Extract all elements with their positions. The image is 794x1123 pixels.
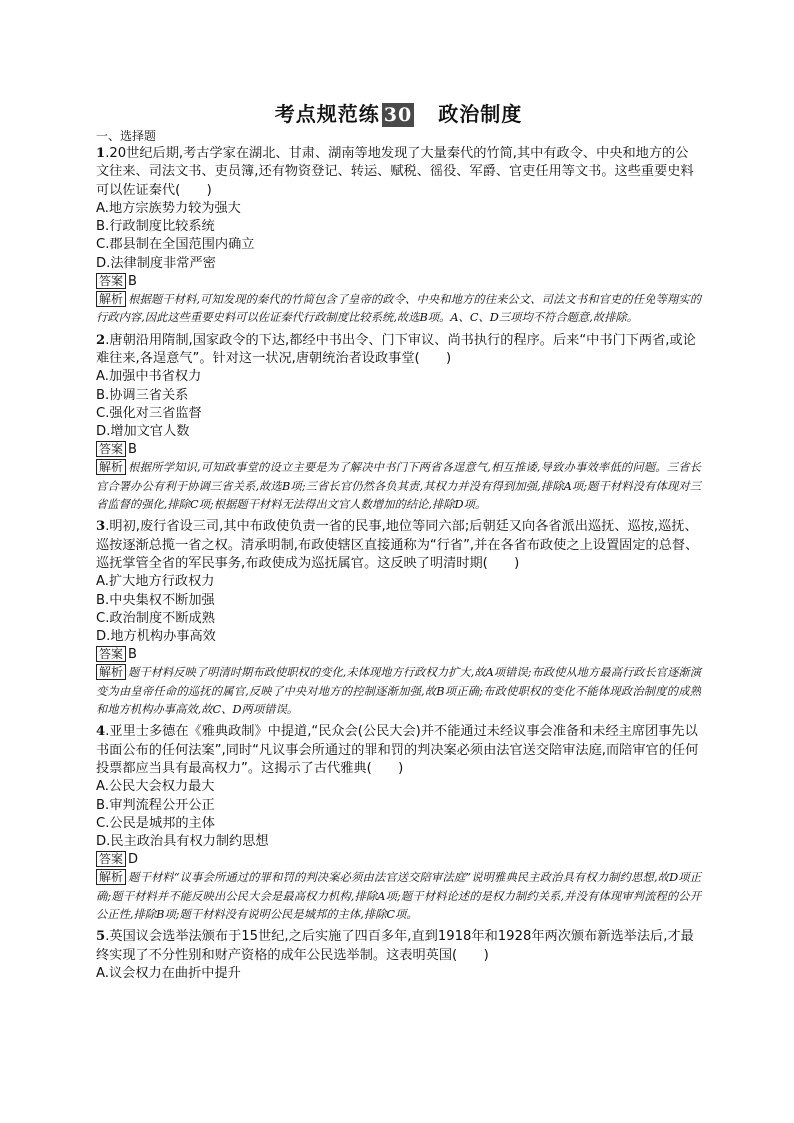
option-a: A.扩大地方行政权力	[96, 574, 215, 590]
explain-tag: 解析	[96, 664, 126, 680]
explain-tag: 解析	[96, 459, 126, 475]
question-2	[96, 332, 701, 515]
option-c: C.政治制度不断成熟	[96, 610, 215, 626]
option-d: D.法律制度非常严密	[96, 255, 216, 271]
option-a: A.议会权力在曲折中提升	[96, 965, 241, 981]
explanation: 解析 根据题干材料,可知发现的秦代的竹简包含了皇帝的政令、中央和地方的往来公文、司法文书和官吏的任免等翔实的行政内容,因此这些重要史料可以佐证秦代行政制度比较系统,故选B项。A、C、D三项均不符合题意,故排除。	[96, 292, 701, 325]
title-main: 考点规范练	[274, 102, 380, 126]
question-5	[96, 928, 701, 983]
question-stem: 1.20世纪后期,考古学家在湖北、甘肃、湖南等地发现了大量秦代的竹简,其中有政令、中央和地方的公文往来、司法文书、吏员簿,还有物资登记、转运、赋税、徭役、军爵、官吏任用等文书。这些重要史料可以佐证秦代( )	[96, 146, 694, 198]
answer-value: D	[128, 852, 139, 868]
question-number: 2	[96, 332, 106, 348]
answer-tag: 答案	[96, 441, 126, 457]
question-stem: 2.唐朝沿用隋制,国家政令的下达,都经中书出令、门下审议、尚书执行的程序。后来“中书门下两省,或论难往来,各逞意气”。针对这一状况,唐朝统治者设政事堂( )	[96, 332, 696, 366]
answer-value: B	[128, 647, 137, 663]
answer-tag: 答案	[96, 646, 126, 662]
question-number: 1	[96, 146, 106, 161]
explanation: 解析 题干材料“议事会所通过的罪和罚的判决案必须由法官送交陪审法庭”说明雅典民主政治具有权力制约思想,故D项正确;题干材料并不能反映出公民大会是最高权力机构,排除A项;题干材料论述的是权力制约关系,并没有体现审判流程的公开公正性,排除B项;题干材料没有说明公民是城邦的主体,排除C项。	[96, 870, 701, 921]
option-c: C.郡县制在全国范围内确立	[96, 237, 255, 253]
option-a: A.加强中书省权力	[96, 369, 202, 385]
explanation: 解析 根据所学知识,可知政事堂的设立主要是为了解决中书门下两省各逞意气,相互推诿,导致办事效率低的问题。三省长官合署办公有利于协调三省关系,故选B项;三省长官仍然各负其责,其权力并没有得到加强,排除A项;题干材料没有体现对三省监督的强化,排除C项;根据题干材料无法得出文官人数增加的结论,排除D项。	[96, 460, 701, 512]
option-b: B.行政制度比较系统	[96, 219, 215, 235]
option-c: C.公民是城邦的主体	[96, 815, 215, 831]
option-a: A.公民大会权力最大	[96, 779, 215, 795]
question-3	[96, 518, 701, 719]
option-d: D.增加文官人数	[96, 424, 190, 440]
question-4	[96, 723, 701, 924]
question-list	[96, 128, 701, 983]
answer-line	[96, 273, 701, 291]
explain-tag: 解析	[96, 291, 126, 307]
question-stem: 5.英国议会选举法颁布于15世纪,之后实施了四百多年,直到1918年和1928年两次颁布新选举法后,才最终实现了不分性别和财产资格的成年公民选举制。这表明英国( )	[96, 929, 694, 963]
page-title	[96, 98, 701, 127]
explanation: 解析 题干材料反映了明清时期布政使职权的变化,未体现地方行政权力扩大,故A项错误;布政使从地方最高行政长官逐渐演变为由皇帝任命的巡抚的属官,反映了中央对地方的控制逐渐加强,故B项正确;布政使职权的变化不能体现政治制度的成熟和地方机构办事高效,故C、D两项错误。	[96, 665, 701, 717]
title-subtitle: 政治制度	[438, 102, 523, 126]
option-d: D.地方机构办事高效	[96, 629, 216, 645]
option-b: B.审判流程公开公正	[96, 797, 215, 813]
question-1	[96, 145, 701, 328]
answer-value: B	[128, 442, 137, 458]
answer-line	[96, 441, 701, 459]
section-heading: 一、选择题	[96, 129, 157, 143]
answer-tag: 答案	[96, 273, 126, 289]
option-b: B.协调三省关系	[96, 387, 189, 403]
question-stem: 4.亚里士多德在《雅典政制》中提道,“民众会(公民大会)并不能通过未经议事会准备和未经主席团事先以书面公布的任何法案”,同时“凡议事会所通过的罪和罚的判决案必须由法官送交陪审法庭,而陪审官的任何投票都应当具有最高权力”。这揭示了古代雅典( )	[96, 724, 699, 776]
answer-tag: 答案	[96, 851, 126, 867]
option-c: C.强化对三省监督	[96, 405, 202, 421]
title-number-badge: 30	[383, 104, 413, 126]
answer-value: B	[128, 274, 137, 290]
option-a: A.地方宗族势力较为强大	[96, 200, 241, 216]
question-stem: 3.明初,废行省设三司,其中布政使负责一省的民事,地位等同六部;后朝廷又向各省派出巡抚、巡按,巡抚、巡按逐渐总揽一省之权。清承明制,布政使辖区直接通称为“行省”,并在各省布政使之上设置固定的总督、巡抚掌管全省的军民事务,布政使成为巡抚属官。这反映了明清时期( )	[96, 519, 699, 571]
question-number: 4	[96, 724, 106, 740]
option-b: B.中央集权不断加强	[96, 592, 215, 608]
explain-tag: 解析	[96, 869, 126, 885]
question-number: 3	[96, 519, 106, 535]
answer-line	[96, 851, 701, 869]
answer-line	[96, 646, 701, 664]
option-d: D.民主政治具有权力制约思想	[96, 834, 269, 850]
question-number: 5	[96, 929, 106, 945]
